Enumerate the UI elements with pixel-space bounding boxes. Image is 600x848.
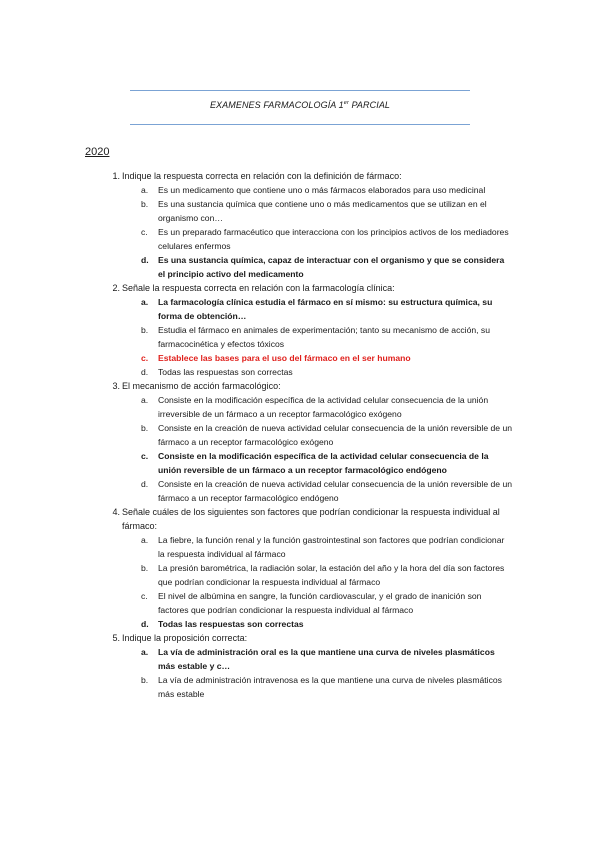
option-1-d bbox=[0, 253, 600, 281]
option-text: Estudia el fármaco en animales de experimentación; tanto su mecanismo de acción, su farmacocinética y efectos tóxicos bbox=[158, 325, 490, 349]
option-3-a bbox=[0, 393, 600, 421]
option-text: Consiste en la creación de nueva actividad celular consecuencia de la unión reversible de un fármaco a un receptor farmacológico exógeno bbox=[158, 423, 512, 447]
option-5-b bbox=[0, 673, 600, 701]
option-letter: c. bbox=[141, 591, 148, 601]
option-letter: a. bbox=[141, 535, 149, 545]
option-text: Es una sustancia química que contiene uno o más medicamentos que se utilizan en el organismo con… bbox=[158, 199, 487, 223]
option-3-c bbox=[0, 449, 600, 477]
question-text: Indique la respuesta correcta en relación con la definición de fármaco: bbox=[122, 171, 402, 181]
option-text: La vía de administración oral es la que mantiene una curva de niveles plasmáticos más estable y c… bbox=[158, 647, 495, 671]
question-text: Señale la respuesta correcta en relación con la farmacología clínica: bbox=[122, 283, 395, 293]
option-letter: c. bbox=[141, 353, 149, 363]
option-3-b bbox=[0, 421, 600, 449]
question-number: 4. bbox=[112, 507, 120, 517]
option-text: Consiste en la modificación específica de la actividad celular consecuencia de la unión irreversible de un fármaco a un receptor farmacológico exógeno bbox=[158, 395, 489, 419]
option-text: La vía de administración intravenosa es la que mantiene una curva de niveles plasmáticos más estable bbox=[158, 675, 502, 699]
option-text: El nivel de albúmina en sangre, la función cardiovascular, y el grado de inanición son factores que podrían condicionar la respuesta individual al fármaco bbox=[158, 591, 482, 615]
option-1-c bbox=[0, 225, 600, 253]
option-4-b bbox=[0, 561, 600, 589]
question-3 bbox=[0, 379, 600, 393]
option-text: Establece las bases para el uso del fármaco en el ser humano bbox=[158, 353, 411, 363]
option-text: Consiste en la creación de nueva actividad celular consecuencia de la unión reversible de un fármaco a un receptor farmacológico endógeno bbox=[158, 479, 512, 503]
option-1-a bbox=[0, 183, 600, 197]
question-text: Indique la proposición correcta: bbox=[122, 633, 248, 643]
option-1-b bbox=[0, 197, 600, 225]
option-letter: b. bbox=[141, 325, 149, 335]
option-letter: b. bbox=[141, 423, 149, 433]
option-letter: b. bbox=[141, 563, 149, 573]
question-4 bbox=[0, 505, 600, 533]
question-5 bbox=[0, 631, 600, 645]
option-letter: a. bbox=[141, 297, 149, 307]
option-letter: c. bbox=[141, 227, 148, 237]
question-number: 1. bbox=[112, 171, 120, 181]
option-text: La farmacología clínica estudia el fármaco en sí mismo: su estructura química, su forma de obtención… bbox=[158, 297, 493, 321]
header-rule-bottom bbox=[130, 124, 470, 125]
option-letter: d. bbox=[141, 255, 149, 265]
option-letter: d. bbox=[141, 619, 149, 629]
option-letter: d. bbox=[141, 367, 149, 377]
option-letter: d. bbox=[141, 479, 149, 489]
question-number: 2. bbox=[112, 283, 120, 293]
question-list bbox=[0, 169, 600, 701]
question-number: 3. bbox=[112, 381, 120, 391]
option-text: Es una sustancia química, capaz de interactuar con el organismo y que se considera el principio activo del medicamento bbox=[158, 255, 505, 279]
question-text: El mecanismo de acción farmacológico: bbox=[122, 381, 281, 391]
option-4-c bbox=[0, 589, 600, 617]
option-text: La fiebre, la función renal y la función gastrointestinal son factores que podrían condicionar la respuesta individual al fármaco bbox=[158, 535, 505, 559]
option-letter: b. bbox=[141, 199, 149, 209]
option-letter: b. bbox=[141, 675, 149, 685]
option-text: Es un medicamento que contiene uno o más fármacos elaborados para uso medicinal bbox=[158, 185, 486, 195]
question-2 bbox=[0, 281, 600, 295]
question-1 bbox=[0, 169, 600, 183]
option-2-a bbox=[0, 295, 600, 323]
option-4-d bbox=[0, 617, 600, 631]
header-rule-top bbox=[130, 90, 470, 91]
option-letter: a. bbox=[141, 185, 149, 195]
option-text: Todas las respuestas son correctas bbox=[158, 619, 304, 629]
option-2-d bbox=[0, 365, 600, 379]
option-text: La presión barométrica, la radiación solar, la estación del año y la hora del día son factores que podrían condicionar la respuesta individual al fármaco bbox=[158, 563, 505, 587]
page-title: EXAMENES FARMACOLOGÍA 1er PARCIAL bbox=[209, 100, 391, 110]
option-text: Consiste en la modificación específica de la actividad celular consecuencia de la unión reversible de un fármaco a un receptor farmacológico endógeno bbox=[158, 451, 489, 475]
option-3-d bbox=[0, 477, 600, 505]
option-4-a bbox=[0, 533, 600, 561]
option-2-c bbox=[0, 351, 600, 365]
option-letter: a. bbox=[141, 395, 149, 405]
option-letter: c. bbox=[141, 451, 149, 461]
option-text: Todas las respuestas son correctas bbox=[158, 367, 293, 377]
option-5-a bbox=[0, 645, 600, 673]
question-number: 5. bbox=[112, 633, 120, 643]
option-letter: a. bbox=[141, 647, 149, 657]
question-text: Señale cuáles de los siguientes son factores que podrían condicionar la respuesta individual al fármaco: bbox=[122, 507, 500, 531]
option-text: Es un preparado farmacéutico que interacciona con los principios activos de los mediadores celulares enfermos bbox=[158, 227, 509, 251]
option-2-b bbox=[0, 323, 600, 351]
year-heading: 2020 bbox=[85, 146, 110, 158]
